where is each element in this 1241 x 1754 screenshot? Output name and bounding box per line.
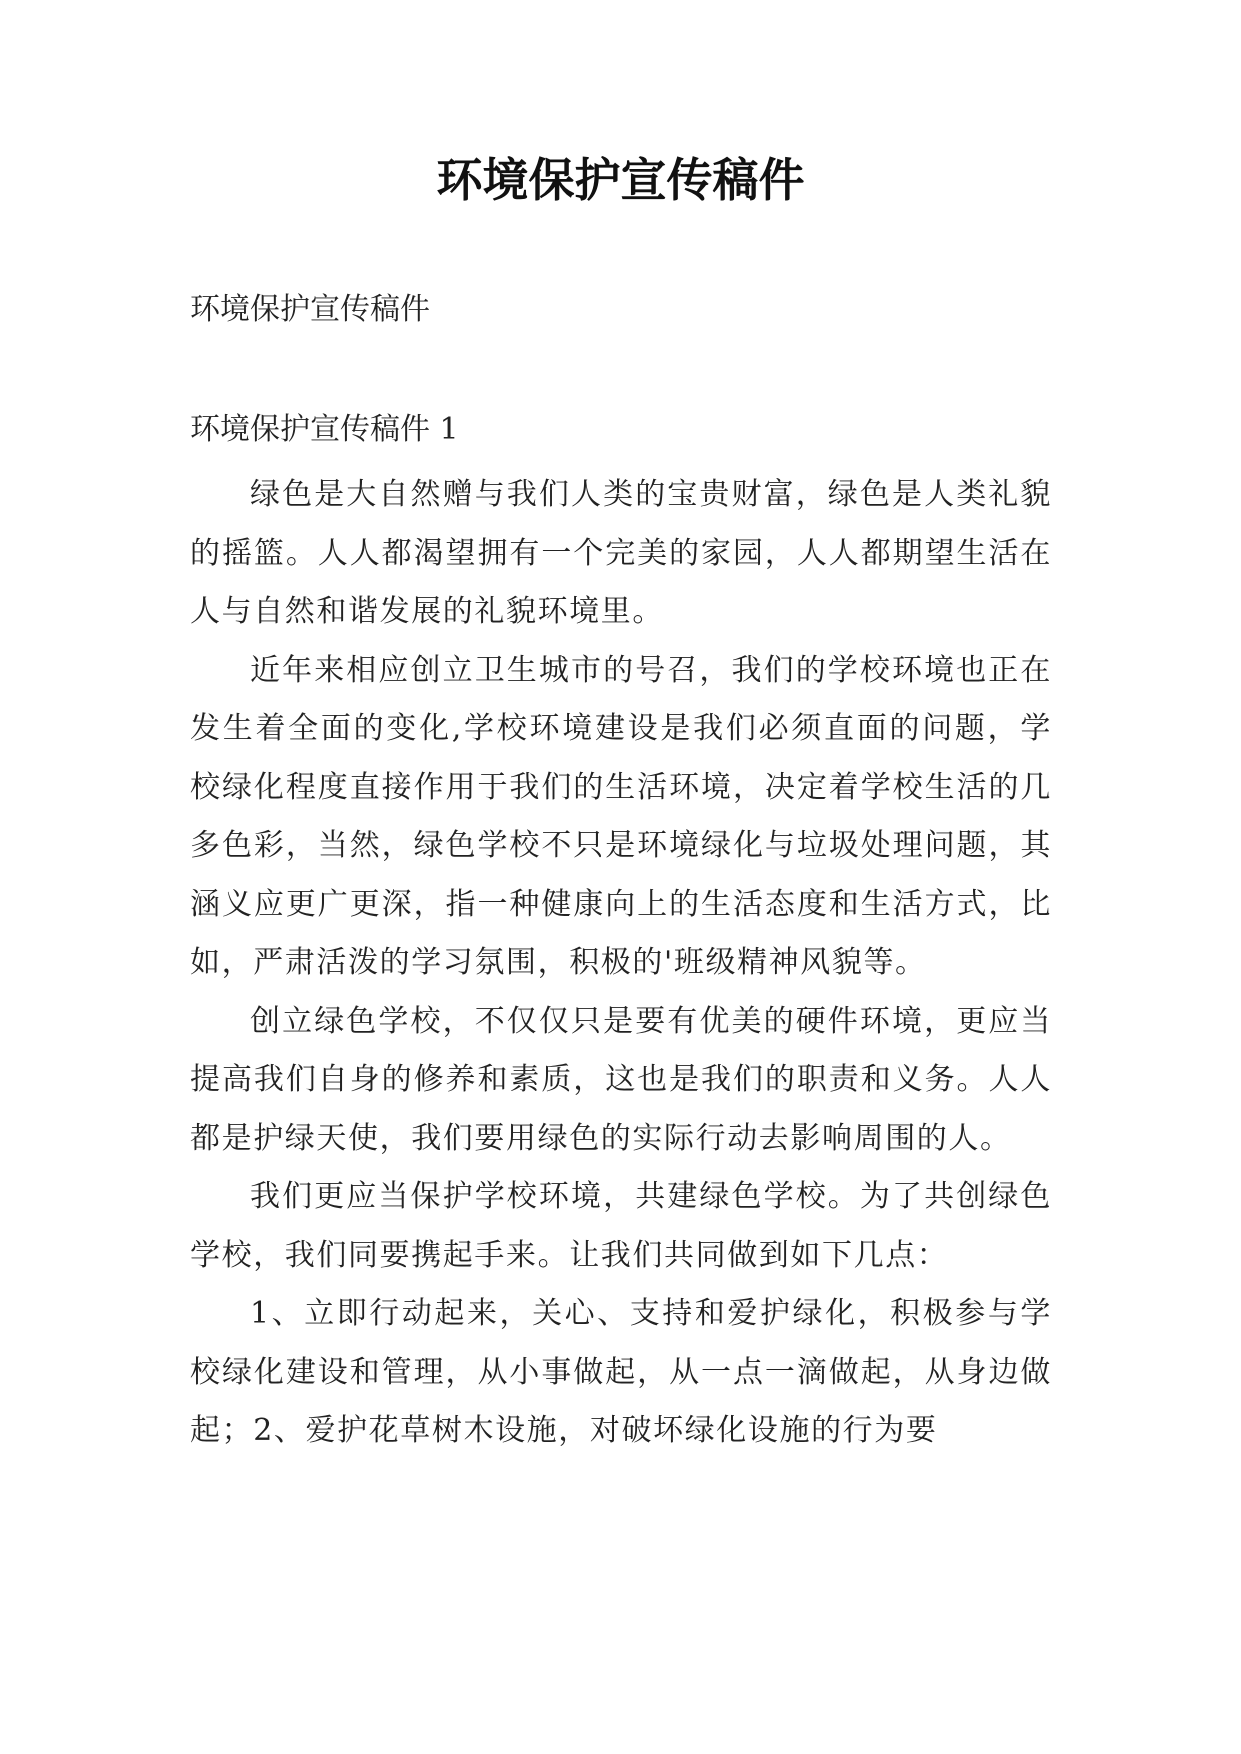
section-heading: 环境保护宣传稿件 1	[190, 412, 459, 447]
article-body	[190, 466, 1052, 1461]
paragraph: 1、立即行动起来，关心、支持和爱护绿化，积极参与学校绿化建设和管理，从小事做起，从一点一滴做起，从身边做起；2、爱护花草树木设施，对破坏绿化设施的行为要	[190, 1296, 1052, 1448]
document-subtitle: 环境保护宣传稿件	[190, 292, 430, 327]
document-title: 环境保护宣传稿件	[436, 153, 805, 207]
paragraph: 绿色是大自然赠与我们人类的宝贵财富，绿色是人类礼貌的摇篮。人人都渴望拥有一个完美的家园，人人都期望生活在人与自然和谐发展的礼貌环境里。	[190, 477, 1052, 629]
paragraph: 创立绿色学校，不仅仅只是要有优美的硬件环境，更应当提高我们自身的修养和素质，这也是我们的职责和义务。人人都是护绿天使，我们要用绿色的实际行动去影响周围的人。	[190, 1003, 1052, 1156]
paragraph: 近年来相应创立卫生城市的号召，我们的学校环境也正在发生着全面的变化,学校环境建设是我们必须直面的问题，学校绿化程度直接作用于我们的生活环境，决定着学校生活的几多色彩，当然，绿色学校不只是环境绿化与垃圾处理问题，其涵义应更广更深，指一种健康向上的生活态度和生活方式，比如，严肃活泼的学习氛围，积极的'班级精神风貌等。	[190, 652, 1052, 980]
paragraph: 我们更应当保护学校环境，共建绿色学校。为了共创绿色学校，我们同要携起手来。让我们共同做到如下几点：	[190, 1179, 1052, 1273]
